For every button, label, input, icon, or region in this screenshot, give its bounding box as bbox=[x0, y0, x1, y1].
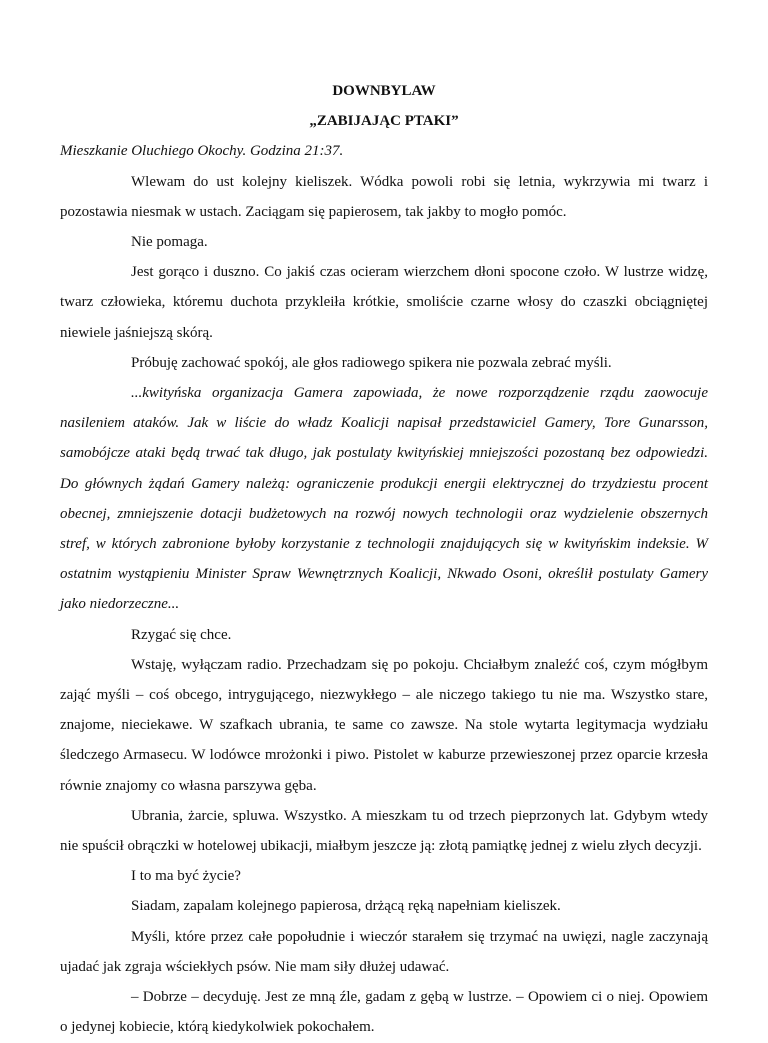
paragraph: Siadam, zapalam kolejnego papierosa, drżącą ręką napełniam kieliszek. bbox=[131, 898, 561, 915]
paragraph: Myśli, które przez całe popołudnie i wieczór starałem się trzymać na uwięzi, nagle zaczynają ujadać jak zgraja wściekłych psów. Nie mam siły dłużej udawać. bbox=[60, 928, 708, 975]
paragraph: Nie pomaga. bbox=[131, 234, 208, 251]
document-page bbox=[60, 72, 708, 1043]
paragraph: Wstaję, wyłączam radio. Przechadzam się po pokoju. Chciałbym znaleźć coś, czym mógłbym zająć myśli – coś obcego, intrygującego, niezwykłego – ale niczego takiego tu nie ma. Wszystko stare, znajome, nieciekawe. W szafkach ubrania, te same co zawsze. Na stole wytarta legitymacja wydziału śledczego Armasecu. W lodówce mrożonki i piwo. Pistolet w kaburze przewieszonej przez oparcie krzesła równie znajomy co własna parszywa gęba. bbox=[60, 656, 708, 794]
story-title: „ZABIJAJĄC PTAKI” bbox=[309, 113, 459, 130]
paragraph: Próbuję zachować spokój, ale głos radiowego spikera nie pozwala zebrać myśli. bbox=[131, 354, 612, 371]
paragraph: I to ma być życie? bbox=[131, 868, 241, 885]
radio-broadcast-paragraph: ...kwityńska organizacja Gamera zapowiada, że nowe rozporządzenie rządu zaowocuje nasileniem ataków. Jak w liście do władz Koalicji napisał przedstawiciel Gamery, Tore Gunarsson, samobójcze ataki będą trwać tak długo, jak postulaty kwityńskiej mniejszości pozostaną bez odpowiedzi. Do głównych żądań Gamery należą: ograniczenie produkcji energii elektrycznej do trzydziestu procent obecnej, zmniejszenie dotacji budżetowych na rozwój nowych technologii oraz wydzielenie obszernych stref, w których zabronione byłoby korzystanie z technologii znajdujących się w kwityńskim indeksie. W ostatnim wystąpieniu Minister Spraw Wewnętrznych Koalicji, Nkwado Osoni, określił postulaty Gamery jako niedorzeczne... bbox=[60, 385, 708, 613]
paragraph: Ubrania, żarcie, spluwa. Wszystko. A mieszkam tu od trzech pieprzonych lat. Gdybym wtedy nie spuścił obrączki w hotelowej ubikacji, miałbym jeszcze ją: złotą pamiątkę jednej z wielu złych decyzji. bbox=[60, 807, 708, 855]
paragraph: – Dobrze – decyduję. Jest ze mną źle, gadam z gębą w lustrze. – Opowiem ci o niej. Opowiem o jedynej kobiecie, którą kiedykolwiek pokochałem. bbox=[60, 989, 708, 1036]
paragraph: Jest gorąco i duszno. Co jakiś czas ocieram wierzchem dłoni spocone czoło. W lustrze widzę, twarz człowieka, któremu duchota przykleiła krótkie, smoliście czarne włosy do czaszki obciągniętej niewiele jaśniejszą skórą. bbox=[60, 264, 708, 341]
scene-setting: Mieszkanie Oluchiego Okochy. Godzina 21:37. bbox=[60, 143, 344, 160]
author-name: DOWNBYLAW bbox=[332, 83, 436, 99]
paragraph: Wlewam do ust kolejny kieliszek. Wódka powoli robi się letnia, wykrzywia mi twarz i pozostawia niesmak w ustach. Zaciągam się papierosem, tak jakby to mogło pomóc. bbox=[60, 173, 708, 220]
paragraph: Rzygać się chce. bbox=[131, 626, 232, 643]
